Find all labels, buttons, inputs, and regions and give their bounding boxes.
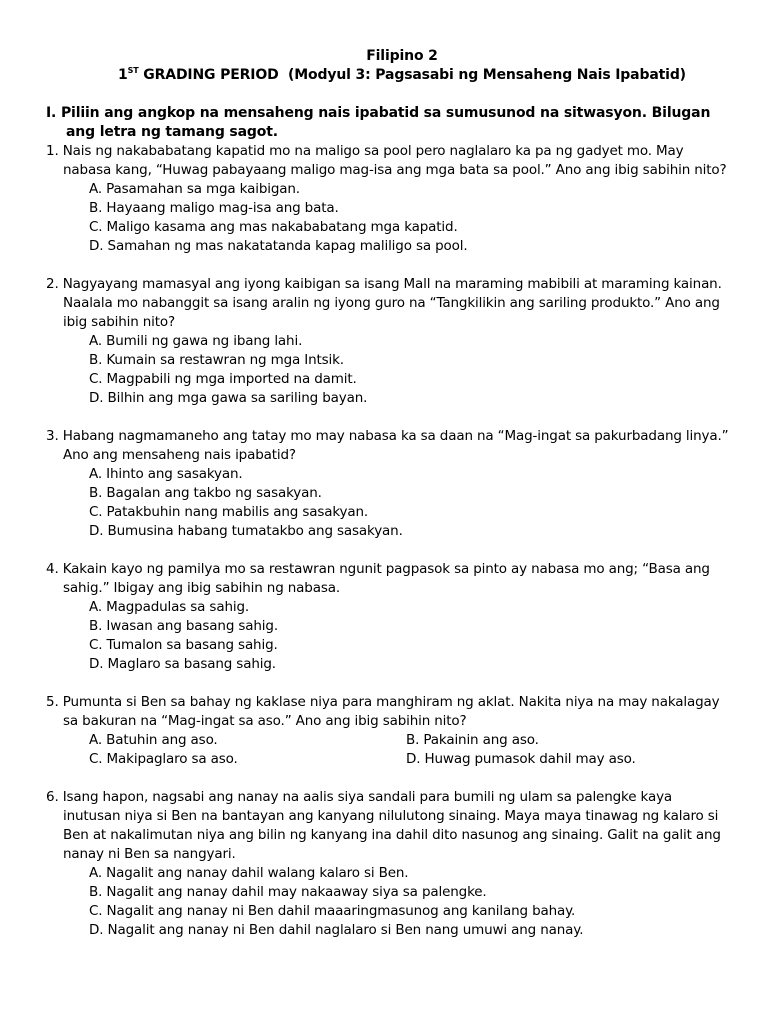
question-text: 5. Pumunta si Ben sa bahay ng kaklase niya para manghiram ng aklat. Nakita niya na may nakalagay sa bakuran na “Mag-ingat sa aso.” Ano ang ibig sabihin nito? (46, 694, 720, 729)
choice-c[interactable]: C. Patakbuhin nang mabilis ang sasakyan. (89, 504, 369, 520)
choice-b[interactable]: B. Bagalan ang takbo ng sasakyan. (89, 485, 322, 501)
choice-d[interactable]: D. Bilhin ang mga gawa sa sariling bayan. (89, 390, 368, 406)
question-text: 6. Isang hapon, nagsabi ang nanay na aalis siya sandali para bumili ng ulam sa palengke kaya inutusan niya si Ben na bantayan ang kanyang nilulutong sinaing. Maya maya tinawag ng kalaro si Ben at nakalimutan niya ang bilin ng kanyang ina dahil dito nasunog ang sinaing. Galit na galit ang nanay ni Ben sa nangyari. (46, 789, 721, 862)
choice-b[interactable]: B. Pakainin ang aso. (406, 732, 539, 748)
choice-a[interactable]: A. Pasamahan sa mga kaibigan. (89, 181, 300, 197)
choice-c[interactable]: C. Makipaglaro sa aso. (89, 751, 238, 767)
question-text: 1. Nais ng nakababatang kapatid mo na maligo sa pool pero naglalaro ka pa ng gadyet mo. May nabasa kang, “Huwag pabayaang maligo mag-isa ang mga bata sa pool.” Ano ang ibig sabihin nito? (46, 143, 727, 178)
period-ordinal-suffix: ST (127, 66, 139, 75)
question-2 (46, 275, 730, 408)
choice-a[interactable]: A. Batuhin ang aso. (89, 732, 218, 748)
question-6 (46, 788, 730, 940)
question-text: 4. Kakain kayo ng pamilya mo sa restawran ngunit pagpasok sa pinto ay nabasa mo ang; “Basa ang sahig.” Ibigay ang ibig sabihin ng nabasa. (46, 561, 710, 596)
question-text: 2. Nagyayang mamasyal ang iyong kaibigan sa isang Mall na maraming mabibili at maraming kainan. Naalala mo nabanggit sa isang aralin ng iyong guro na “Tangkilikin ang sariling produkto.” Ano ang ibig sabihin nito? (46, 276, 722, 330)
question-1 (46, 142, 730, 256)
choice-b[interactable]: B. Kumain sa restawran ng mga Intsik. (89, 352, 344, 368)
choice-b[interactable]: B. Nagalit ang nanay dahil may nakaaway siya sa palengke. (89, 884, 487, 900)
choice-list (89, 598, 730, 674)
choice-a[interactable]: A. Ihinto ang sasakyan. (89, 466, 243, 482)
instruction-text: I. Piliin ang angkop na mensaheng nais ipabatid sa sumusunod na sitwasyon. Bilugan ang letra ng tamang sagot. (46, 105, 711, 140)
choice-b[interactable]: B. Iwasan ang basang sahig. (89, 618, 278, 634)
choice-grid (89, 731, 730, 769)
choice-d[interactable]: D. Bumusina habang tumatakbo ang sasakyan. (89, 523, 403, 539)
choice-list (89, 465, 730, 541)
question-text: 3. Habang nagmamaneho ang tatay mo may nabasa ka sa daan na “Mag-ingat sa pakurbadang linya.” Ano ang mensaheng nais ipabatid? (46, 428, 729, 463)
period-module-text: GRADING PERIOD (Modyul 3: Pagsasabi ng Mensaheng Nais Ipabatid) (138, 67, 686, 83)
choice-a[interactable]: A. Bumili ng gawa ng ibang lahi. (89, 333, 303, 349)
question-5 (46, 693, 730, 769)
grading-period-heading (74, 66, 730, 85)
choice-a[interactable]: A. Nagalit ang nanay dahil walang kalaro si Ben. (89, 865, 409, 881)
choice-c[interactable]: C. Tumalon sa basang sahig. (89, 637, 278, 653)
choice-list (89, 864, 730, 940)
choice-list (89, 180, 730, 256)
choice-list (89, 332, 730, 408)
choice-d[interactable]: D. Maglaro sa basang sahig. (89, 656, 276, 672)
choice-c[interactable]: C. Maligo kasama ang mas nakababatang mga kapatid. (89, 219, 458, 235)
period-number: 1 (118, 67, 128, 83)
choice-b[interactable]: B. Hayaang maligo mag-isa ang bata. (89, 200, 339, 216)
worksheet-page (46, 47, 730, 940)
choice-c[interactable]: C. Nagalit ang nanay ni Ben dahil maaaringmasunog ang kanilang bahay. (89, 903, 576, 919)
choice-d[interactable]: D. Huwag pumasok dahil may aso. (406, 751, 636, 767)
question-3 (46, 427, 730, 541)
document-title: Filipino 2 (366, 48, 438, 64)
choice-d[interactable]: D. Nagalit ang nanay ni Ben dahil naglalaro si Ben nang umuwi ang nanay. (89, 922, 584, 938)
choice-d[interactable]: D. Samahan ng mas nakatatanda kapag maliligo sa pool. (89, 238, 468, 254)
choice-a[interactable]: A. Magpadulas sa sahig. (89, 599, 250, 615)
choice-c[interactable]: C. Magpabili ng mga imported na damit. (89, 371, 357, 387)
question-4 (46, 560, 730, 674)
